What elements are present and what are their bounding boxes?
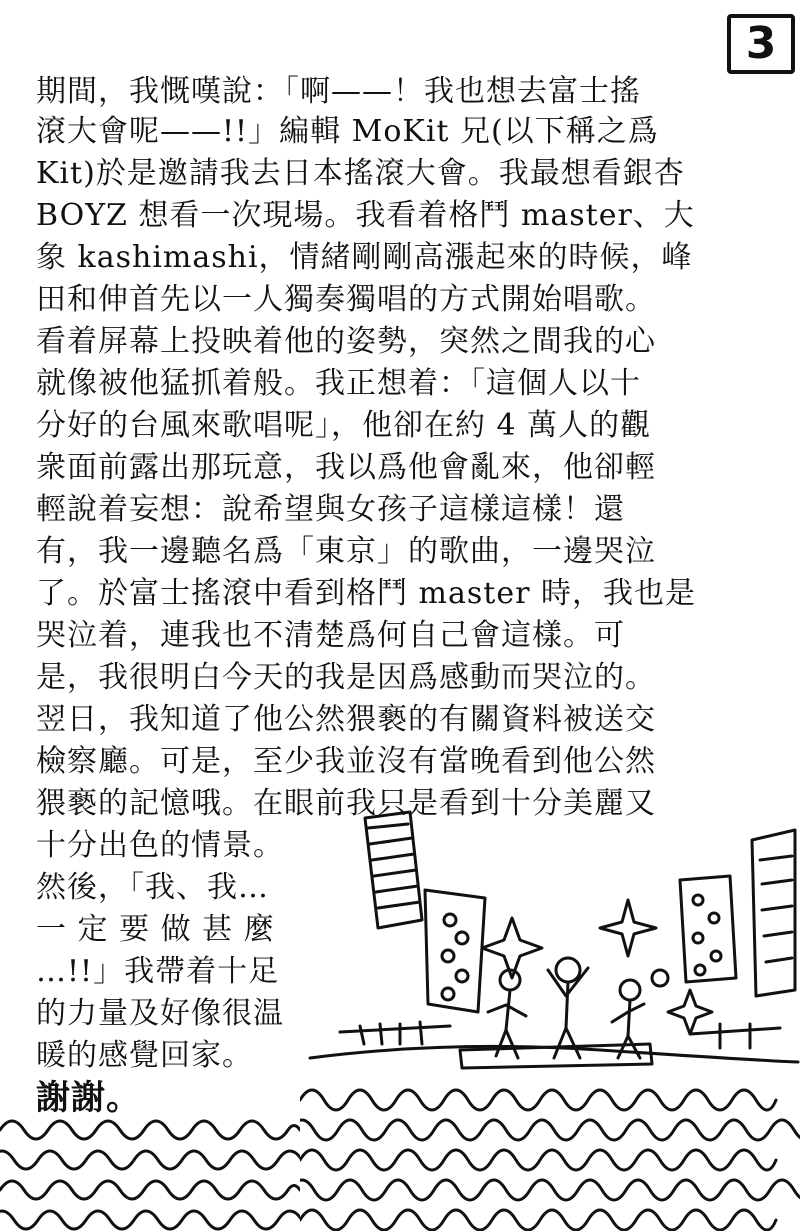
text-line: 一 定 要 做 甚 麼 [36, 912, 275, 947]
text-line: 分好的台風來歌唱呢」，他卻在約 4 萬人的觀 [36, 408, 652, 443]
text-line: 期間，我慨嘆說：「啊——！我也想去富士搖 [36, 74, 641, 109]
concert-illustration [300, 800, 800, 1231]
text-line: …!!」我帶着十足 [36, 954, 280, 989]
text-line: 檢察廳。可是，至少我並沒有當晚看到他公然 [36, 744, 656, 779]
text-line: 田和伸首先以一人獨奏獨唱的方式開始唱歌。 [36, 282, 656, 317]
crowd-illustration [0, 1110, 300, 1231]
text-line: 然後，「我、我… [36, 870, 269, 905]
text-line: 輕說着妄想：說希望與女孩子這樣這樣！還 [36, 492, 625, 527]
text-line: Kit)於是邀請我去日本搖滾大會。我最想看銀杏 [36, 156, 685, 191]
text-line: 哭泣着，連我也不清楚爲何自己會這樣。可 [36, 618, 625, 653]
text-line: 猥褻的記憶哦。在眼前我只是看到十分美麗又 [36, 786, 656, 821]
text-line: 有，我一邊聽名爲「東京」的歌曲，一邊哭泣 [36, 534, 656, 569]
text-line: 的力量及好像很温 [36, 996, 284, 1031]
text-line: 是，我很明白今天的我是因爲感動而哭泣的。 [36, 660, 656, 695]
text-line: 了。於富士搖滾中看到格鬥 master 時，我也是 [36, 576, 696, 611]
text-line: 翌日，我知道了他公然猥褻的有關資料被送交 [36, 702, 656, 737]
text-line: 滾大會呢——!!」編輯 MoKit 兄(以下稱之爲 [36, 114, 659, 149]
text-line: 看着屏幕上投映着他的姿勢，突然之間我的心 [36, 324, 656, 359]
text-line: BOYZ 想看一次現場。我看着格鬥 master、大 [36, 198, 695, 233]
text-line: 衆面前露出那玩意，我以爲他會亂來，他卻輕 [36, 450, 656, 485]
text-line: 就像被他猛抓着般。我正想着：「這個人以十 [36, 366, 641, 401]
page-number: 3 [727, 14, 795, 74]
text-line: 十分出色的情景。 [36, 828, 284, 863]
closing-thanks: 謝謝。 [36, 1078, 141, 1118]
text-line: 暖的感覺回家。 [36, 1038, 253, 1073]
text-line: 象 kashimashi，情緒剛剛高漲起來的時候，峰 [36, 240, 693, 275]
